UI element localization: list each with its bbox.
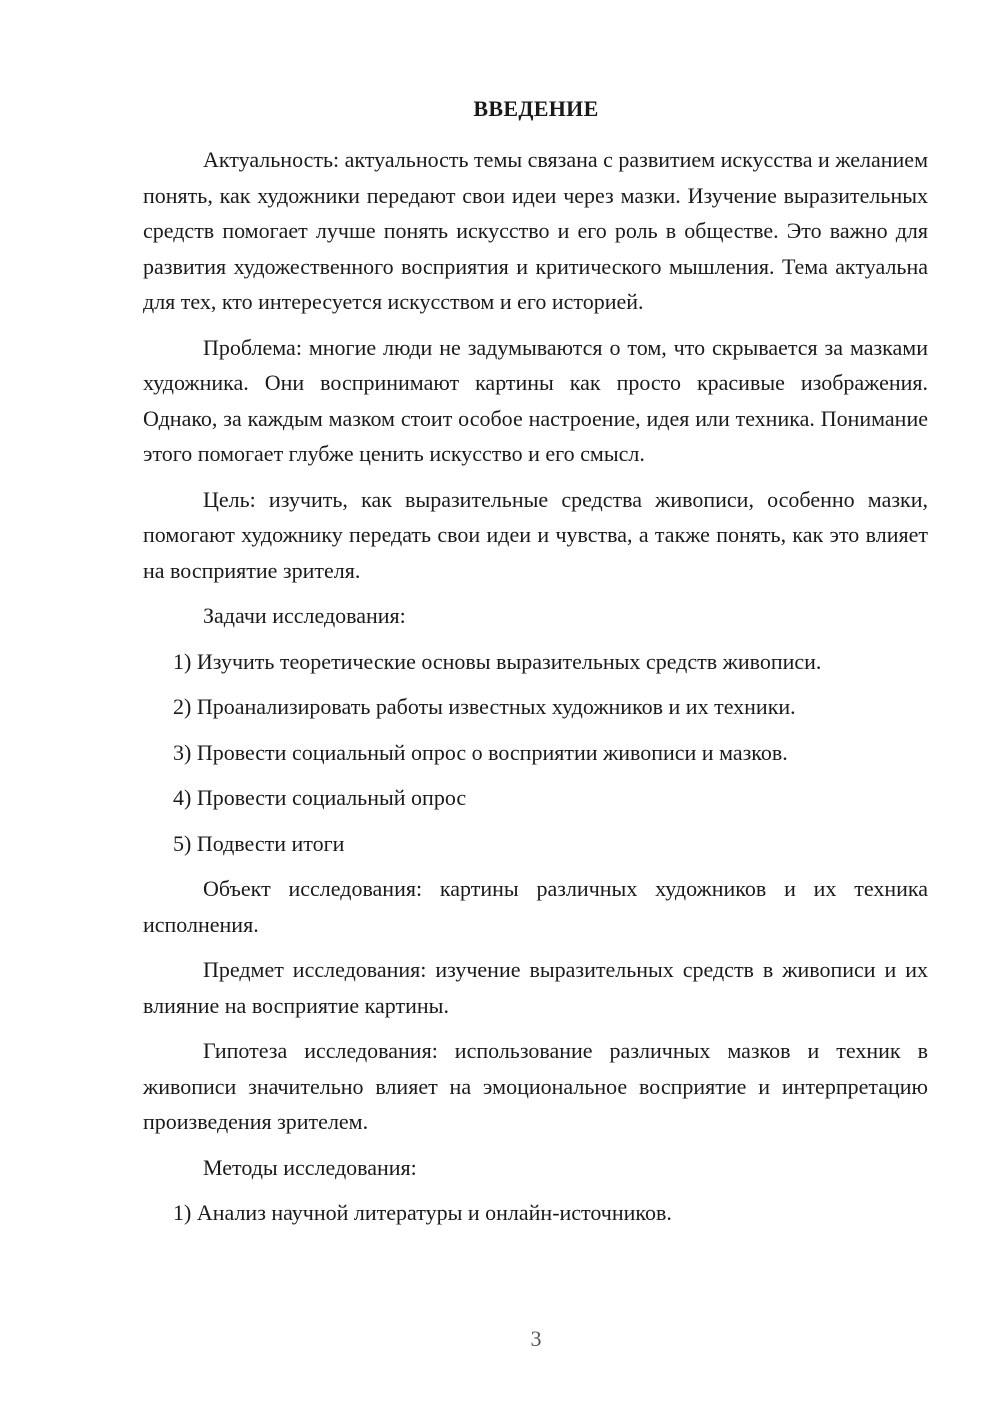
- task-item: 4) Провести социальный опрос: [173, 785, 467, 810]
- object-paragraph: Объект исследования: картины различных художников и их техника исполнения.: [143, 876, 928, 937]
- subject-paragraph: Предмет исследования: изучение выразительных средств в живописи и их влияние на восприятие картины.: [143, 957, 928, 1018]
- task-item: 5) Подвести итоги: [173, 830, 345, 856]
- tasks-heading: Задачи исследования:: [203, 603, 406, 628]
- method-item: 1) Анализ научной литературы и онлайн-источников.: [173, 1200, 672, 1225]
- page-title: ВВЕДЕНИЕ: [473, 96, 599, 121]
- problem-paragraph: Проблема: многие люди не задумываются о том, что скрывается за мазками художника. Они воспринимают картины как просто красивые изображения. Однако, за каждым мазком стоит особое настроение, идея или техника. Понимание этого помогает глубже ценить искусство и его смысл.: [143, 334, 928, 466]
- methods-heading: Методы исследования:: [203, 1154, 417, 1180]
- goal-paragraph: Цель: изучить, как выразительные средства живописи, особенно мазки, помогают художнику передать свои идеи и чувства, а также понять, как это влияет на восприятие зрителя.: [143, 486, 928, 583]
- task-item: 1) Изучить теоретические основы выразительных средств живописи.: [173, 648, 822, 674]
- hypothesis-paragraph: Гипотеза исследования: использование различных мазков и техник в живописи значительно влияет на эмоциональное восприятие и интерпретацию произведения зрителем.: [143, 1038, 928, 1134]
- document-body: [143, 142, 928, 1241]
- page-number: 3: [530, 1326, 542, 1351]
- task-item: 3) Провести социальный опрос о восприятии живописи и мазков.: [173, 739, 788, 765]
- task-item: 2) Проанализировать работы известных художников и их техники.: [173, 694, 796, 719]
- relevance-paragraph: Актуальность: актуальность темы связана с развитием искусства и желанием понять, как художники передают свои идеи через мазки. Изучение выразительных средств помогает лучше понять искусство и его роль в обществе. Это важно для развития художественного восприятия и критического мышления. Тема актуальна для тех, кто интересуется искусством и его историей.: [143, 147, 928, 314]
